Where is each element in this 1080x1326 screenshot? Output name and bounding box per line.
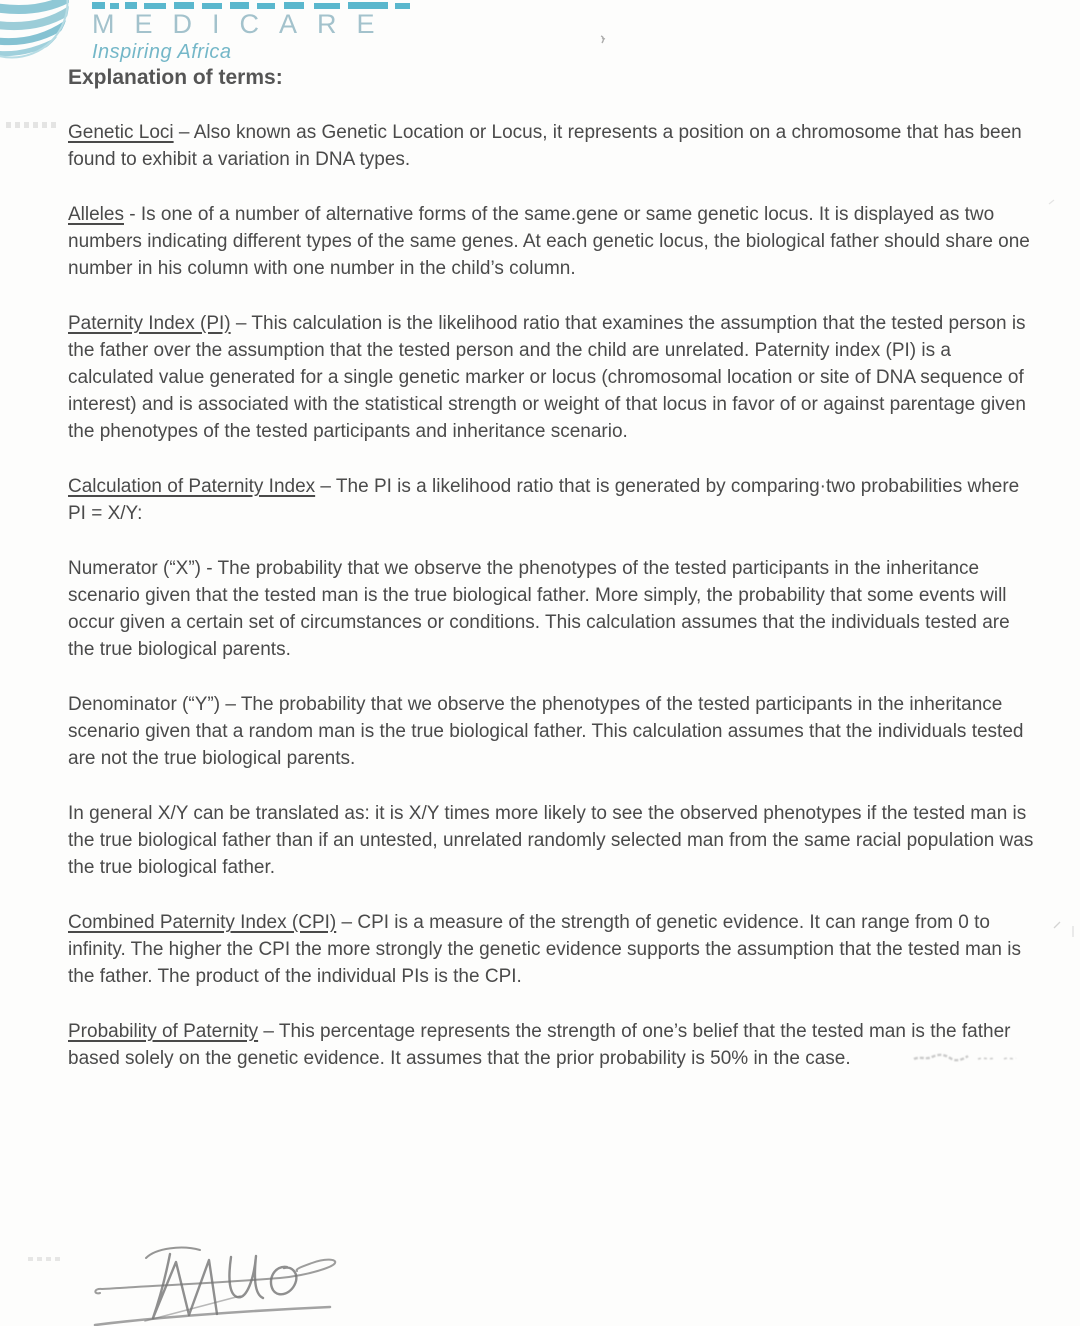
term-combined-paternity-index: Combined Paternity Index (CPI) <box>68 912 337 933</box>
paragraph-text: – CPI is a measure of the strength of genetic evidence. It can range from 0 to infinity. The higher the CPI the more strongly the genetic evidence supports the assumption that the tested man is the father. The product of the individual PIs is the CPI. <box>68 912 1021 987</box>
document-body <box>68 66 1040 1100</box>
scan-artifact-tick <box>1048 198 1056 206</box>
handwritten-signature <box>90 1236 350 1326</box>
cropped-brand-word-fragment <box>92 0 412 9</box>
paragraph-in-general <box>68 800 1040 881</box>
brand-tagline: Inspiring Africa <box>92 41 232 63</box>
scan-artifact-speck <box>599 35 607 44</box>
paragraph-text: – Also known as Genetic Location or Locus, it represents a position on a chromosome that has been found to exhibit a variation in DNA types. <box>68 122 1022 170</box>
term-calculation-of-pi: Calculation of Paternity Index <box>68 476 316 497</box>
pencil-smudge-mark <box>912 1050 1032 1064</box>
scan-artifact-tick <box>1070 925 1076 939</box>
paragraph-text: Denominator (“Y”) – The probability that we observe the phenotypes of the tested participants in the inheritance scenario given that a random man is the true biological father. This calculation assumes that the individuals tested are not the true biological parents. <box>68 694 1024 769</box>
paragraph-denominator <box>68 691 1040 772</box>
paragraph-paternity-index <box>68 310 1040 445</box>
paragraph-numerator <box>68 555 1040 663</box>
brand-block <box>92 0 422 64</box>
paragraph-alleles <box>68 201 1040 282</box>
scan-artifact-dash <box>28 1257 64 1261</box>
paragraph-combined-paternity-index <box>68 909 1040 990</box>
paragraph-calculation-of-pi <box>68 473 1040 527</box>
paragraph-text: In general X/Y can be translated as: it is X/Y times more likely to see the observed phenotypes if the tested man is the true biological father than if an untested, unrelated randomly selected man from the same racial population was the true biological father. <box>68 803 1034 878</box>
term-alleles: Alleles <box>68 204 124 225</box>
scan-artifact-tick <box>1052 920 1062 930</box>
term-genetic-loci: Genetic Loci <box>68 122 174 143</box>
document-heading: Explanation of terms: <box>68 66 283 89</box>
brand-name: MEDICARE <box>92 9 395 39</box>
term-probability-of-paternity: Probability of Paternity <box>68 1021 259 1042</box>
paragraph-genetic-loci <box>68 119 1040 173</box>
paragraph-text: – This percentage represents the strength of one’s belief that the tested man is the father based solely on the genetic evidence. It assumes that the prior probability is 50% in the case. <box>68 1021 1011 1069</box>
paragraph-text: – The PI is a likelihood ratio that is generated by comparing·two probabilities where PI = X/Y: <box>68 476 1020 524</box>
term-paternity-index: Paternity Index (PI) <box>68 313 231 334</box>
paragraph-probability-of-paternity <box>68 1018 1040 1072</box>
paragraph-text: - Is one of a number of alternative forms of the same.gene or same genetic locus. It is displayed as two numbers indicating different types of the same genes. At each genetic locus, the biological father should share one number in his column with one number in the child’s column. <box>68 204 1030 279</box>
paragraph-text: Numerator (“X”) - The probability that we observe the phenotypes of the tested participants in the inheritance scenario given that the tested man is the true biological father. More simply, the probability that some events will occur given a certain set of circumstances or conditions. This calculation assumes that the individuals tested are the true biological parents. <box>68 558 1010 660</box>
paragraph-text: – This calculation is the likelihood ratio that examines the assumption that the tested person is the father over the assumption that the tested person and the child are unrelated. Paternity index (PI) is a calculated value generated for a single genetic marker or locus (chromosomal location or site of DNA sequence of interest) and is associated with the statistical strength or weight of that locus in favor of or against parentage given the phenotypes of the tested participants and inheritance scenario. <box>68 313 1026 442</box>
globe-logo-icon <box>0 0 100 76</box>
scan-artifact-dash <box>6 122 56 128</box>
